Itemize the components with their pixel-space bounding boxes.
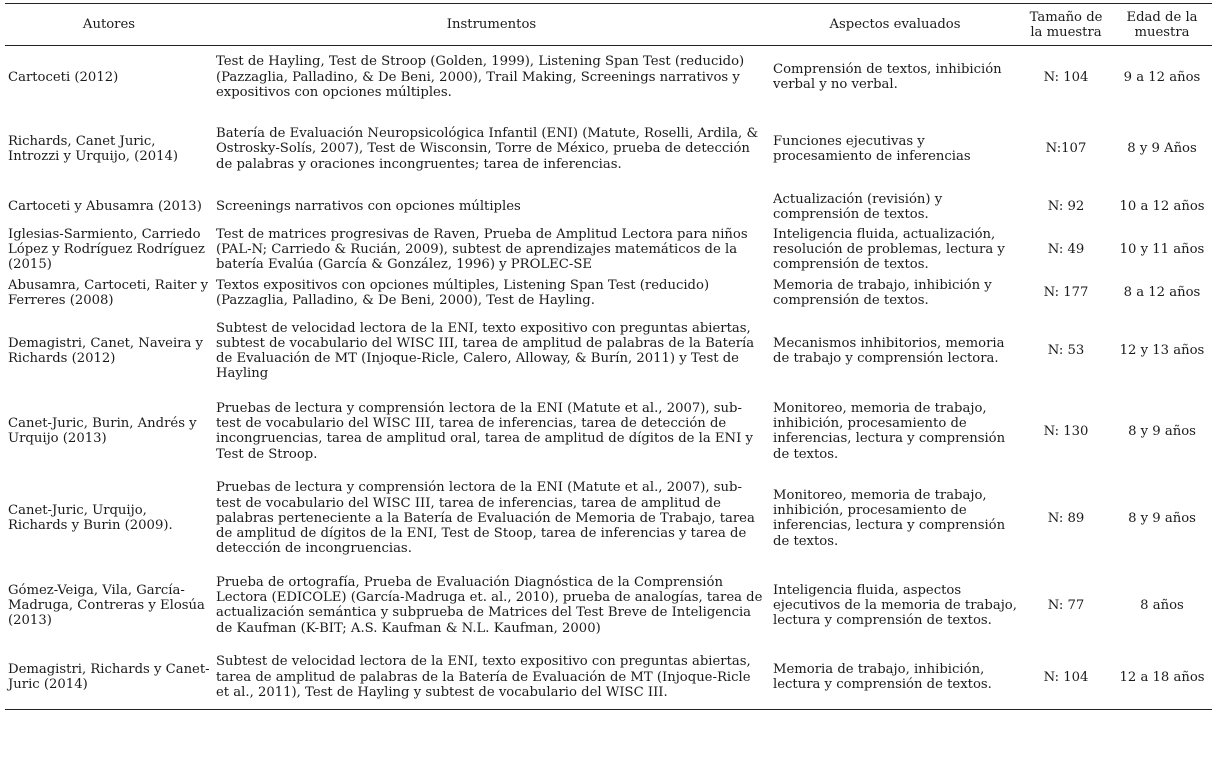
cell-instruments: Textos expositivos con opciones múltiples, Listening Span Test (reducido) (Pazzaglia, Palladino, & De Beni, 2000), Test de Hayling. (216, 277, 710, 308)
cell-instruments: Subtest de velocidad lectora de la ENI, texto expositivo con preguntas abiertas, subtest de vocabulario del WISC III, tarea de amplitud de palabras de la Batería de Evaluación de MT (Injoque-Ricle, Calero, Alloway, & Burín, 2011) y Test de Hayling (216, 320, 755, 382)
cell-sample-size: N: 177 (1043, 285, 1089, 301)
cell-sample-age: 9 a 12 años (1123, 69, 1201, 85)
cell-sample-size: N:107 (1045, 141, 1087, 157)
cell-instruments: Pruebas de lectura y comprensión lectora de la ENI (Matute et al., 2007), sub-test de vocabulario del WISC III, tarea de inferencias, tarea de detección de incongruencias, tarea de amplitud oral, tarea de amplitud de dígitos de la ENI y Test de Stroop. (216, 401, 753, 462)
cell-instruments: Subtest de velocidad lectora de la ENI, texto expositivo con preguntas abiertas, tarea de amplitud de palabras de la Batería de Evaluación de MT (Injoque-Ricle et al., 2011), Test de Hayling y subtest de vocabulario del WISC III. (216, 654, 751, 700)
header-sample-age: Edad de la muestra (1126, 9, 1198, 40)
cell-aspects: Comprensión de textos, inhibición verbal y no verbal. (773, 62, 1002, 93)
cell-sample-size: N: 92 (1047, 199, 1085, 215)
cell-instruments: Test de matrices progresivas de Raven, Prueba de Amplitud Lectora para niños (PAL-N; Carriedo & Rucián, 2009), subtest de aprendizajes matemáticos de la batería Evalúa (García & González, 1996) y PROLEC-SE (216, 226, 748, 273)
cell-aspects: Memoria de trabajo, inhibición, lectura y comprensión de textos. (773, 661, 992, 693)
cell-instruments: Test de Hayling, Test de Stroop (Golden, 1999), Listening Span Test (reducido) (Pazzaglia, Palladino, & De Beni, 2000), Trail Making, Screenings narrativos y expositivos con opciones múltiples. (216, 54, 745, 100)
cell-authors: Demagistri, Richards y Canet-Juric (2014) (8, 661, 210, 693)
cell-sample-size: N: 104 (1043, 69, 1089, 85)
table-row (5, 392, 1212, 472)
table-row (5, 225, 1212, 276)
cell-authors: Canet-Juric, Urquijo, Richards y Burin (2009). (8, 503, 173, 534)
cell-authors: Cartoceti (2012) (8, 69, 119, 85)
cell-instruments: Batería de Evaluación Neuropsicológica Infantil (ENI) (Matute, Roselli, Ardila, & Ostrosky-Solís, 2007), Test de Wisconsin, Torre de México, prueba de detección de palabras y oraciones incongruentes; tarea de inferencias. (216, 126, 759, 172)
cell-sample-age: 8 y 9 años (1128, 423, 1196, 439)
cell-sample-size: N: 77 (1047, 597, 1085, 613)
table-body (5, 46, 1212, 710)
cell-sample-age: 10 a 12 años (1119, 199, 1205, 215)
table-row (5, 472, 1212, 566)
cell-aspects: Memoria de trabajo, inhibición y comprensión de textos. (773, 277, 992, 308)
cell-sample-age: 8 a 12 años (1123, 285, 1201, 301)
cell-authors: Gómez-Veiga, Vila, García-Madruga, Contreras y Elosúa (2013) (8, 582, 205, 629)
header-authors: Autores (82, 17, 136, 33)
cell-sample-age: 8 y 9 Años (1127, 141, 1197, 157)
header-sample-size: Tamaño de la muestra (1029, 9, 1103, 40)
table-row (5, 311, 1212, 392)
cell-sample-size: N: 89 (1047, 510, 1085, 526)
cell-sample-age: 12 y 13 años (1119, 343, 1205, 359)
cell-authors: Iglesias-Sarmiento, Carriedo López y Rodríguez Rodríguez (2015) (8, 226, 205, 273)
cell-instruments: Prueba de ortografía, Prueba de Evaluación Diagnóstica de la Comprensión Lectora (EDICOLE) (García-Madruga et. al., 2010), prueba de analogías, tarea de actualización semántica y subprueba de Matrices del Test Breve de Inteligencia de Kaufman (K-BIT; A.S. Kaufman & N.L. Kaufman, 2000) (216, 575, 763, 636)
cell-authors: Richards, Canet Juric, Introzzi y Urquijo, (2014) (8, 133, 179, 164)
cell-instruments: Screenings narrativos con opciones múltiples (216, 199, 521, 215)
header-instruments: Instrumentos (446, 17, 537, 33)
table-header (5, 4, 1212, 46)
cell-aspects: Funciones ejecutivas y procesamiento de inferencias (773, 133, 971, 164)
cell-sample-age: 8 y 9 años (1128, 510, 1196, 526)
cell-authors: Demagistri, Canet, Naveira y Richards (2012) (8, 335, 203, 366)
cell-sample-age: 12 a 18 años (1119, 669, 1205, 685)
cell-aspects: Inteligencia fluida, actualización, resolución de problemas, lectura y comprensión de textos. (773, 226, 1005, 273)
cell-aspects: Inteligencia fluida, aspectos ejecutivos de la memoria de trabajo, lectura y comprensión de textos. (773, 582, 1017, 629)
cell-instruments: Pruebas de lectura y comprensión lectora de la ENI (Matute et al., 2007), sub-test de vocabulario del WISC III, tarea de inferencias, tarea de amplitud de palabras perteneciente a la Batería de Evaluación de Memoria de Trabajo, tarea de amplitud de dígitos de la ENI, Test de Stoop, tarea de inferencias y tarea de detección de incongruencias. (216, 480, 755, 557)
cell-sample-age: 8 años (1140, 597, 1184, 613)
table-row (5, 190, 1212, 225)
cell-sample-age: 10 y 11 años (1119, 242, 1205, 258)
cell-aspects: Actualización (revisión) y comprensión de textos. (773, 191, 943, 222)
header-row (5, 4, 1212, 46)
cell-aspects: Mecanismos inhibitorios, memoria de trabajo y comprensión lectora. (773, 335, 1005, 366)
cell-authors: Cartoceti y Abusamra (2013) (8, 199, 202, 215)
cell-sample-size: N: 49 (1047, 242, 1085, 258)
cell-authors: Abusamra, Cartoceti, Raiter y Ferreres (2008) (8, 277, 209, 308)
cell-sample-size: N: 104 (1043, 669, 1089, 685)
table-row (5, 646, 1212, 710)
table-row (5, 110, 1212, 190)
table-row (5, 276, 1212, 311)
table-row (5, 46, 1212, 110)
studies-table (5, 3, 1212, 710)
header-aspects: Aspectos evaluados (829, 17, 961, 33)
cell-sample-size: N: 53 (1047, 343, 1085, 359)
cell-aspects: Monitoreo, memoria de trabajo, inhibición, procesamiento de inferencias, lectura y comprensión de textos. (773, 401, 1006, 462)
cell-authors: Canet-Juric, Burin, Andrés y Urquijo (2013) (8, 416, 197, 447)
cell-aspects: Monitoreo, memoria de trabajo, inhibición, procesamiento de inferencias, lectura y comprensión de textos. (773, 488, 1006, 549)
cell-sample-size: N: 130 (1043, 423, 1089, 439)
table-container (5, 3, 1212, 710)
table-row (5, 566, 1212, 646)
